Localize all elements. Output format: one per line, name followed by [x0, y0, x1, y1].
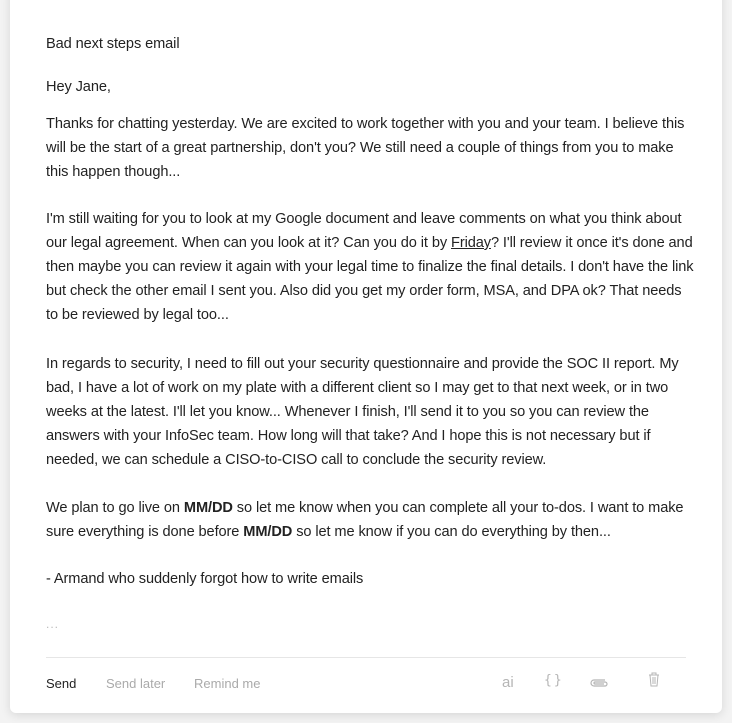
paragraph-3: In regards to security, I need to fill out your security questionnaire and provide the SOC II report. My bad, I have a lot of work on my plate with a different client so I may get to that next week, or in two weeks at the latest. I'll let you know... Whenever I finish, I'll send it to you so you can review the answers with your InfoSec team. How long will that take? And I hope this is not necessary but if needed, we can schedule a CISO-to-CISO call to conclude the security review. [46, 356, 679, 468]
paperclip-icon[interactable] [589, 676, 609, 693]
paragraph-2 [46, 207, 696, 327]
paragraph-1: Thanks for chatting yesterday. We are excited to work together with you and your team. I believe this will be the start of a great partnership, don't you? We still need a couple of things from you to make this happen though... [46, 116, 685, 180]
friday-date-link[interactable]: Friday [451, 235, 491, 251]
deadline-date: MM/DD [243, 524, 293, 540]
remind-me-button[interactable]: Remind me [194, 676, 261, 691]
paragraph-4-text-a: We plan to go live on [46, 500, 184, 516]
paragraph-2-text-b: ? I'll review it once it's done and then maybe you can review it again with your legal time to finalize the final details. I don't have the link but check the other email I sent you. Also did you get my order form, MSA, and DPA ok? That needs to be reviewed by legal too... [46, 235, 694, 323]
send-later-button[interactable]: Send later [106, 676, 166, 691]
paragraph-4 [46, 496, 696, 544]
signature: - Armand who suddenly forgot how to write emails [46, 571, 364, 587]
email-composer [10, 0, 722, 713]
paragraph-4-text-b: so let me know when you can complete all your to-dos. I want to make sure everything is done before [46, 500, 684, 540]
email-subject: Bad next steps email [46, 36, 180, 52]
snippets-braces-icon[interactable]: {} [544, 673, 564, 688]
divider [46, 657, 686, 658]
paragraph-2-text-a: I'm still waiting for you to look at my Google document and leave comments on what you think about our legal agreement. When can you look at it? Can you do it by [46, 211, 682, 251]
show-trimmed-content[interactable]: ... [46, 617, 60, 631]
go-live-date: MM/DD [183, 500, 233, 516]
send-button[interactable]: Send [46, 676, 77, 691]
greeting: Hey Jane, [46, 79, 111, 95]
ai-icon[interactable]: ai [502, 674, 514, 691]
trash-icon[interactable] [648, 672, 660, 691]
paragraph-4-text-c: so let me know if you can do everything by then... [292, 524, 611, 540]
composer-toolbar [46, 673, 686, 697]
